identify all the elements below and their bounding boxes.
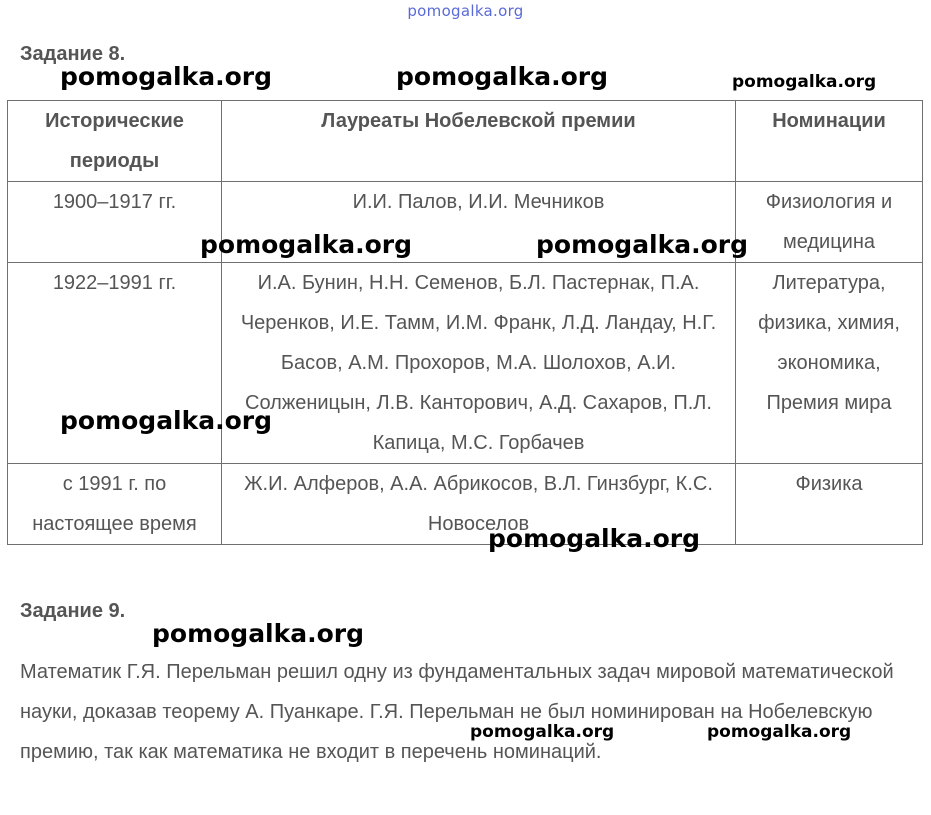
cell-nominations: Литература, физика, химия, экономика, Премия мира: [736, 263, 923, 464]
watermark: pomogalka.org: [200, 230, 413, 259]
cell-period: с 1991 г. по настоящее время: [8, 464, 222, 545]
task-8-title: Задание 8.: [20, 43, 126, 65]
table-row: [8, 464, 923, 545]
watermark: pomogalka.org: [396, 62, 609, 91]
header-nominations: Номинации: [736, 101, 923, 182]
watermark: pomogalka.org: [488, 524, 701, 553]
watermark: pomogalka.org: [60, 406, 273, 435]
table-row: [8, 182, 923, 263]
cell-nominations: Физика: [736, 464, 923, 545]
watermark: pomogalka.org: [732, 72, 877, 92]
watermark: pomogalka.org: [707, 722, 852, 742]
nobel-laureates-table: [7, 100, 923, 545]
cell-period: 1900–1917 гг.: [8, 182, 222, 263]
watermark: pomogalka.org: [60, 62, 273, 91]
task-9-text: Математик Г.Я. Перельман решил одну из фундаментальных задач мировой математической науки, доказав теорему А. Пуанкаре. Г.Я. Перельман не был номинирован на Нобелевскую премию, так как математика не входит в перечень номинаций.: [20, 661, 894, 763]
cell-nominations: Физиология и медицина: [736, 182, 923, 263]
header-laureates: Лауреаты Нобелевской премии: [222, 101, 736, 182]
task-9-title: Задание 9.: [20, 600, 126, 622]
watermark: pomogalka.org: [152, 619, 365, 648]
cell-laureates: И.А. Бунин, Н.Н. Семенов, Б.Л. Пастернак, П.А. Черенков, И.Е. Тамм, И.М. Франк, Л.Д. Ландау, Н.Г. Басов, А.М. Прохоров, М.А. Шолохов, А.И. Солженицын, Л.В. Канторович, А.Д. Сахаров, П.Л. Капица, М.С. Горбачев: [222, 263, 736, 464]
cell-laureates: Ж.И. Алферов, А.А. Абрикосов, В.Л. Гинзбург, К.С. Новоселов: [222, 464, 736, 545]
table-header-row: [8, 101, 923, 182]
cell-period: 1922–1991 гг.: [8, 263, 222, 464]
watermark: pomogalka.org: [470, 722, 615, 742]
header-periods: Исторические периоды: [8, 101, 222, 182]
cell-laureates: И.И. Палов, И.И. Мечников: [222, 182, 736, 263]
watermark: pomogalka.org: [536, 230, 749, 259]
header-watermark: pomogalka.org: [407, 2, 524, 20]
